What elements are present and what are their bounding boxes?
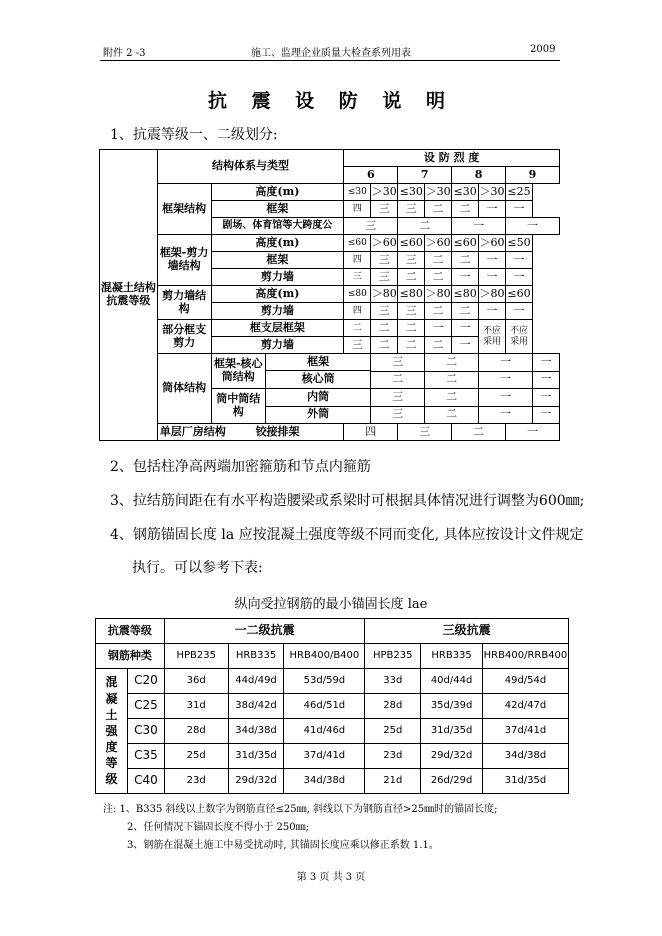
cell: 49d/54d [482,669,568,694]
cell: 一 [506,269,533,286]
header-right: 2009 [530,44,556,55]
cell: 三 [344,218,398,235]
grade-3-header: 三级抗震 [365,619,569,644]
cell: 二 [425,406,479,424]
cell: ＞60 [425,235,452,252]
steel-type-label: 钢筋种类 [96,644,165,669]
cell: 33d [365,669,421,694]
cell: 二 [398,337,425,354]
tube-sub-table [212,354,371,423]
cell: 二 [425,201,452,218]
cell: 二 [344,320,371,337]
cell: 31d/35d [228,744,284,769]
cell: 高度(m) [211,184,344,201]
cell: 框架 [211,201,344,218]
cell: 二 [452,424,506,441]
cell: 剪力墙 [211,269,344,286]
cell: ≤80 [344,286,371,303]
cell: 一 [506,252,533,269]
cell: 一 [452,218,506,235]
cell: 三 [371,201,398,218]
concrete-class: C30 [127,719,164,744]
cell: ≤30 [452,184,479,201]
cell: 28d [164,719,228,744]
paragraph-4: 4、钢筋锚固长度 la 应按混凝土强度等级不同而变化, 具体应按设计文件规定 [110,527,584,543]
cell: ＞30 [371,184,398,201]
grade-label: 抗震等级 [96,619,165,644]
page-title: 抗 震 设 防 说 明 [207,90,455,112]
cell: ≤80 [398,286,425,303]
cell: 框架 [266,354,371,371]
cell: ＞30 [425,184,452,201]
cell: 31d [164,694,228,719]
cell: 二 [371,337,398,354]
steel-type: HPB235 [164,644,228,669]
cell: 35d/39d [421,694,483,719]
frame-label: 框架结构 [157,184,211,235]
note-2: 2、任何情况下锚固长度不得小于 250㎜; [127,822,309,833]
note-1: 注: 1、B335 斜线以上数字为钢筋直径≤25㎜, 斜线以下为钢筋直径>25㎜时的锚固长度; [103,804,498,815]
cell: ≤25 [506,184,533,201]
cell: 37d/41d [284,744,365,769]
steel-type: HRB335 [228,644,284,669]
concrete-class: C20 [127,669,164,694]
cell: 三 [398,252,425,269]
header-left: 附件 2 -3 [103,48,146,59]
steel-type: HRB400/B400 [284,644,365,669]
note-3: 3、钢筋在混凝土施工中易受扰动时, 其锚固长度应乘以修正系数 1.1。 [127,840,439,851]
cell: 34d/38d [228,719,284,744]
cell: 高度(m) [211,286,344,303]
concrete-class: C25 [127,694,164,719]
cell: 一 [479,201,506,218]
cell: 一 [479,269,506,286]
cell: 不应采用 [479,320,506,354]
intensity-7: 7 [398,167,452,184]
page-footer: 第 3 页 共 3 页 [296,872,366,883]
paragraph-2: 2、包括柱净高两端加密箍筋和节点内箍筋 [110,459,371,475]
cell: ≤30 [344,184,371,201]
cell: 内筒 [266,389,371,407]
cell: 不应采用 [506,320,533,354]
cell: 二 [452,201,479,218]
cell: 一 [532,354,559,372]
cell: 三 [371,389,425,407]
cell: 21d [365,769,421,794]
paragraph-1: 1、抗震等级一、二级划分: [110,127,278,143]
header-center: 施工、监理企业质量大检查系列用表 [251,48,411,59]
cell: 31d/35d [421,719,483,744]
cell: 高度(m) [211,235,344,252]
cell: ≤60 [398,235,425,252]
cell: 一 [479,252,506,269]
cell: ≤30 [398,184,425,201]
cell: 三 [371,303,398,320]
cell: 29d/32d [228,769,284,794]
steel-type: HRB400/RRB400 [482,644,568,669]
frame-wall-label: 框架-剪力墙结构 [157,235,211,286]
cell: ＞60 [371,235,398,252]
cell: 29d/32d [421,744,483,769]
concrete-class: C35 [127,744,164,769]
cell: 剧场、体育馆等大跨度公 [211,218,344,235]
single-storey-text: 单层厂房结构 [159,424,226,438]
anchorage-table-title: 纵向受拉钢筋的最小锚固长度 lae [234,597,428,612]
grade-1-2-header: 一二级抗震 [164,619,365,644]
cell: 三 [398,201,425,218]
cell: ＞80 [479,286,506,303]
cell: ＞60 [479,235,506,252]
cell: 26d/29d [421,769,483,794]
cell: 二 [425,371,479,389]
cell: 三 [371,269,398,286]
cell: 剪力墙 [211,303,344,320]
single-storey-type: 铰接排架 [255,424,300,438]
intensity-8: 8 [452,167,506,184]
cell: 三 [371,406,425,424]
cell: 28d [365,694,421,719]
struct-header: 结构体系与类型 [157,150,344,184]
cell: 二 [425,389,479,407]
cell: ≤60 [452,235,479,252]
cell: 二 [398,320,425,337]
cell: 三 [398,303,425,320]
cell: 二 [452,252,479,269]
intensity-6: 6 [344,167,398,184]
cell: 一 [506,303,533,320]
shear-wall-label: 剪力墙结构 [157,286,211,320]
cell: 一 [479,406,533,424]
cell: 40d/44d [421,669,483,694]
cell: 四 [344,252,371,269]
cell: 二 [425,337,452,354]
steel-type: HRB335 [421,644,483,669]
tube-label: 筒体结构 [157,354,211,424]
concrete-class: C40 [127,769,164,794]
cell: ≤50 [506,235,533,252]
concrete-grade-label: 混凝土强度等级 [96,669,128,794]
cell: 二 [398,269,425,286]
cell: 25d [164,744,228,769]
cell: 42d/47d [482,694,568,719]
cell: 四 [344,303,371,320]
header-rule [100,60,560,61]
cell: ＞30 [479,184,506,201]
cell: 二 [452,303,479,320]
cell: 二 [425,303,452,320]
tube-in-tube-label: 筒中筒结构 [212,389,266,424]
group-label: 混凝土结构抗震等级 [100,150,158,441]
cell: 一 [452,320,479,337]
cell: 剪力墙 [211,337,344,354]
cell: 一 [479,303,506,320]
cell: 三 [344,269,371,286]
cell: 一 [532,371,559,389]
cell: 一 [506,218,560,235]
cell: 23d [365,744,421,769]
cell: 框支层框架 [211,320,344,337]
cell: 34d/38d [284,769,365,794]
cell: 二 [425,354,479,372]
cell: 25d [365,719,421,744]
cell: 一 [506,424,560,441]
cell: 44d/49d [228,669,284,694]
cell: 36d [164,669,228,694]
cell: 三 [371,354,425,372]
cell: 38d/42d [228,694,284,719]
cell: 一 [425,320,452,337]
cell: 23d [164,769,228,794]
cell: 一 [452,337,479,354]
cell: 一 [479,371,533,389]
cell: 一 [532,406,559,424]
cell: 一 [452,269,479,286]
partial-label: 部分框支剪力 [157,320,211,354]
anchorage-length-table [95,618,569,794]
single-storey-label [157,424,344,441]
cell: 一 [479,354,533,372]
cell: ≤80 [452,286,479,303]
cell: 二 [425,269,452,286]
cell: 四 [344,424,398,441]
cell: ≤60 [506,286,533,303]
cell: 四 [344,201,371,218]
intensity-9: 9 [506,167,560,184]
cell: 34d/38d [482,744,568,769]
steel-type: HPB235 [365,644,421,669]
tube-sub-cell [211,354,371,424]
cell: 二 [371,371,425,389]
cell: 一 [479,389,533,407]
cell: 二 [398,218,452,235]
cell: 31d/35d [482,769,568,794]
cell: 框架 [211,252,344,269]
intensity-header: 设 防 烈 度 [344,150,560,167]
cell: 41d/46d [284,719,365,744]
cell: 一 [506,201,533,218]
cell: 三 [344,337,371,354]
cell: 53d/59d [284,669,365,694]
cell: ＞80 [425,286,452,303]
cell: 37d/41d [482,719,568,744]
cell: 二 [425,252,452,269]
cell: ≤60 [344,235,371,252]
cell: 三 [371,252,398,269]
paragraph-3: 3、拉结筋间距在有水平构造腰梁或系梁时可根据具体情况进行调整为600㎜; [110,493,585,509]
paragraph-4-continued: 执行。可以参考下表: [132,560,263,576]
cell: 三 [398,424,452,441]
cell: 核心筒 [266,371,371,389]
cell: ＞80 [371,286,398,303]
seismic-grade-table [99,149,560,441]
cell: 一 [532,389,559,407]
cell: 二 [371,320,398,337]
cell: 外筒 [307,407,330,421]
frame-core-label: 框架-核心筒结构 [212,354,266,389]
cell: 46d/51d [284,694,365,719]
